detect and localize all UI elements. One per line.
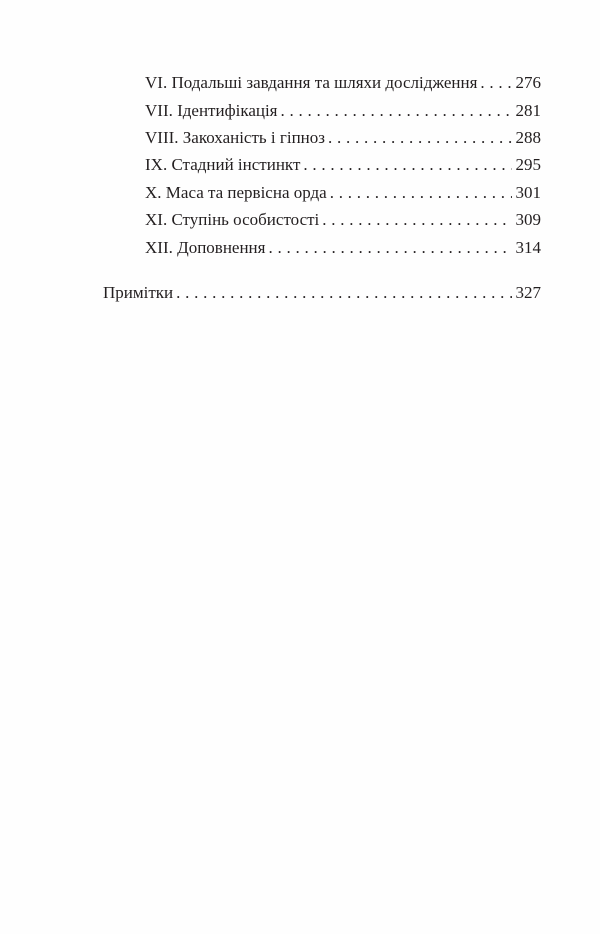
dot-leader <box>480 73 511 93</box>
toc-entry <box>145 183 541 203</box>
toc-entry <box>145 128 541 148</box>
toc-entry-page: 301 <box>515 183 541 202</box>
toc-entry-page: 295 <box>515 155 541 174</box>
toc-entry-title: Примітки <box>103 283 174 302</box>
dot-leader <box>268 238 511 258</box>
dot-leader <box>303 155 511 175</box>
toc-entry <box>145 155 541 175</box>
toc-entry <box>145 73 541 93</box>
dot-leader <box>328 128 512 148</box>
toc-entry-page: 314 <box>515 238 541 257</box>
dot-leader <box>176 283 511 303</box>
toc-entry-title: VIII. Закоханість і гіпноз <box>145 128 325 147</box>
toc-entry <box>145 210 541 230</box>
toc-entry-page: 281 <box>515 101 541 120</box>
toc-entry-title: XII. Доповнення <box>145 238 266 257</box>
toc-entry-page: 309 <box>515 210 541 229</box>
toc-entry <box>103 283 541 303</box>
dot-leader <box>322 210 511 230</box>
toc-entry-title: XI. Ступінь особистості <box>145 210 320 229</box>
dot-leader <box>330 183 512 203</box>
toc-entry <box>145 238 541 258</box>
toc-entry-title: VI. Подальші завдання та шляхи дослідження <box>145 73 478 92</box>
toc-entry-page: 327 <box>515 283 541 302</box>
dot-leader <box>281 101 512 121</box>
toc-entry-title: IX. Стадний інстинкт <box>145 155 301 174</box>
toc-entry-page: 276 <box>515 73 541 92</box>
toc-entry-title: X. Маса та первісна орда <box>145 183 327 202</box>
toc-entry-title: VII. Ідентифікація <box>145 101 278 120</box>
toc-entry-page: 288 <box>515 128 541 147</box>
toc-entry <box>145 101 541 121</box>
